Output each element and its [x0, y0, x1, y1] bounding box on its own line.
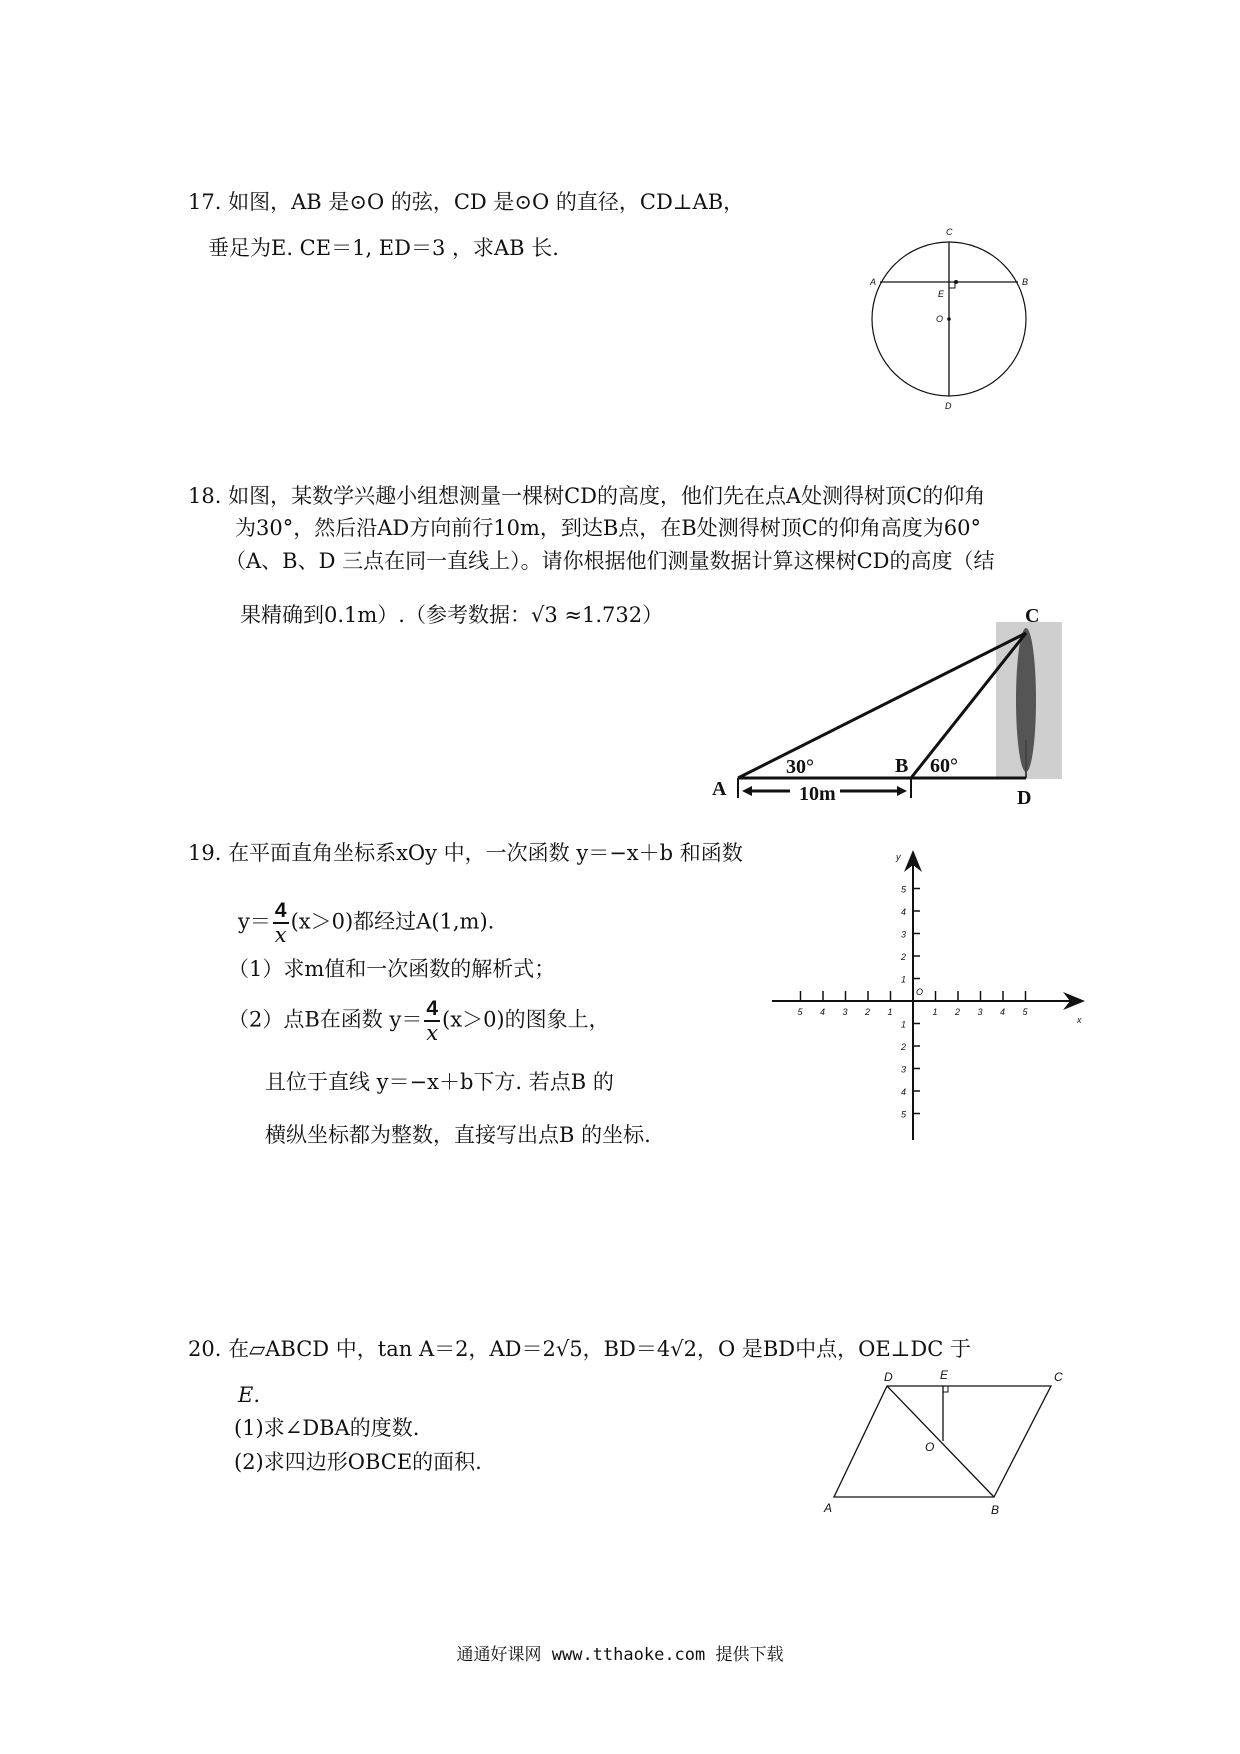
label-c: C: [1054, 1370, 1063, 1384]
q19-part2-line2: 且位于直线 y＝−x＋b下方. 若点B 的: [265, 1070, 614, 1094]
x-axis-label: x: [1077, 1015, 1082, 1025]
q18-line3: （A、B、D 三点在同一直线上）。请你根据他们测量数据计算这棵树CD的高度（结: [225, 549, 995, 573]
q20-part1: (1)求∠DBA的度数.: [234, 1416, 420, 1440]
q19-part2-line3: 横纵坐标都为整数，直接写出点B 的坐标.: [265, 1123, 651, 1147]
axis-tick-label: 2: [901, 952, 907, 962]
axis-tick-label: 5: [797, 1007, 803, 1017]
axis-tick-label: 3: [842, 1007, 848, 1017]
q20-line2: E.: [238, 1383, 261, 1407]
label-o: O: [936, 314, 944, 324]
axis-tick-label: 1: [932, 1007, 938, 1017]
q19-line2-pre: y＝: [238, 909, 271, 934]
fraction-numerator: 4: [424, 998, 440, 1022]
q20-part2: (2)求四边形OBCE的面积.: [234, 1450, 482, 1474]
label-d: D: [945, 401, 952, 411]
axis-tick-label: 1: [901, 1019, 907, 1030]
label-d: D: [1017, 787, 1032, 809]
axis-tick-label: 4: [901, 1087, 907, 1097]
axis-tick-label: 3: [977, 1007, 983, 1017]
distance-label: 10m: [799, 783, 836, 805]
footer-watermark: 通通好课网 www.tthaoke.com 提供下载: [456, 1645, 784, 1665]
axis-tick-label: 5: [1022, 1007, 1028, 1017]
q18-line1: 18. 如图，某数学兴趣小组想测量一棵树CD的高度，他们先在点A处测得树顶C的仰角: [188, 484, 986, 508]
fraction-numerator: 4: [273, 900, 289, 924]
origin-label: O: [916, 987, 924, 997]
label-c: C: [1025, 605, 1040, 627]
axis-tick-label: 5: [901, 1109, 907, 1120]
q19-line1: 19. 在平面直角坐标系xOy 中，一次函数 y＝−x＋b 和函数: [188, 841, 743, 865]
axis-tick-label: 4: [820, 1007, 826, 1017]
label-e: E: [938, 289, 945, 299]
axis-tick-label: 5: [901, 884, 907, 895]
axis-tick-label: 4: [1000, 1007, 1006, 1017]
label-o: O: [925, 1440, 935, 1454]
fraction-denominator: x: [274, 923, 287, 948]
axis-tick-label: 1: [887, 1007, 893, 1017]
q18-line4: 果精确到0.1m）.（参考数据：√3 ≈1.732）: [240, 603, 664, 627]
axis-tick-label: 1: [901, 974, 907, 985]
q19-part2-pre: （2）点B在函数 y＝: [228, 1007, 423, 1032]
fraction-denominator: x: [426, 1021, 439, 1046]
axis-tick-label: 3: [901, 1064, 907, 1075]
label-b: B: [991, 1503, 1000, 1517]
label-c: C: [946, 227, 953, 237]
y-axis-label: y: [896, 852, 901, 862]
q19-part2-post: (x＞0)的图象上，: [442, 1007, 610, 1032]
label-b: B: [895, 755, 909, 777]
q17-line1: 17. 如图，AB 是⊙O 的弦，CD 是⊙O 的直径，CD⊥AB，: [188, 190, 745, 214]
axis-tick-label: 3: [901, 929, 907, 940]
angle-b-label: 60°: [930, 755, 958, 777]
label-d: D: [884, 1370, 893, 1384]
label-b: B: [1022, 277, 1029, 287]
q18-line2: 为30°，然后沿AD方向前行10m，到达B点，在B处测得树顶C的仰角高度为60°: [235, 516, 982, 540]
axis-tick-label: 2: [901, 1042, 907, 1052]
label-a: A: [712, 778, 727, 800]
q19-line2-post: (x＞0)都经过A(1,m).: [290, 909, 495, 934]
axis-tick-label: 4: [901, 907, 907, 917]
axis-tick-label: 2: [865, 1007, 871, 1017]
q17-line2: 垂足为E. CE＝1, ED＝3 ，求AB 长.: [208, 236, 559, 260]
axis-tick-label: 2: [955, 1007, 961, 1017]
label-a: A: [870, 277, 877, 287]
q20-line1: 20. 在▱ABCD 中，tan A＝2，AD＝2√5，BD＝4√2，O 是BD中点，OE⊥DC 于: [188, 1337, 971, 1361]
q19-part1: （1）求m值和一次函数的解析式；: [228, 957, 556, 981]
label-a: A: [824, 1501, 833, 1515]
label-e: E: [940, 1368, 949, 1382]
angle-a-label: 30°: [786, 756, 814, 778]
